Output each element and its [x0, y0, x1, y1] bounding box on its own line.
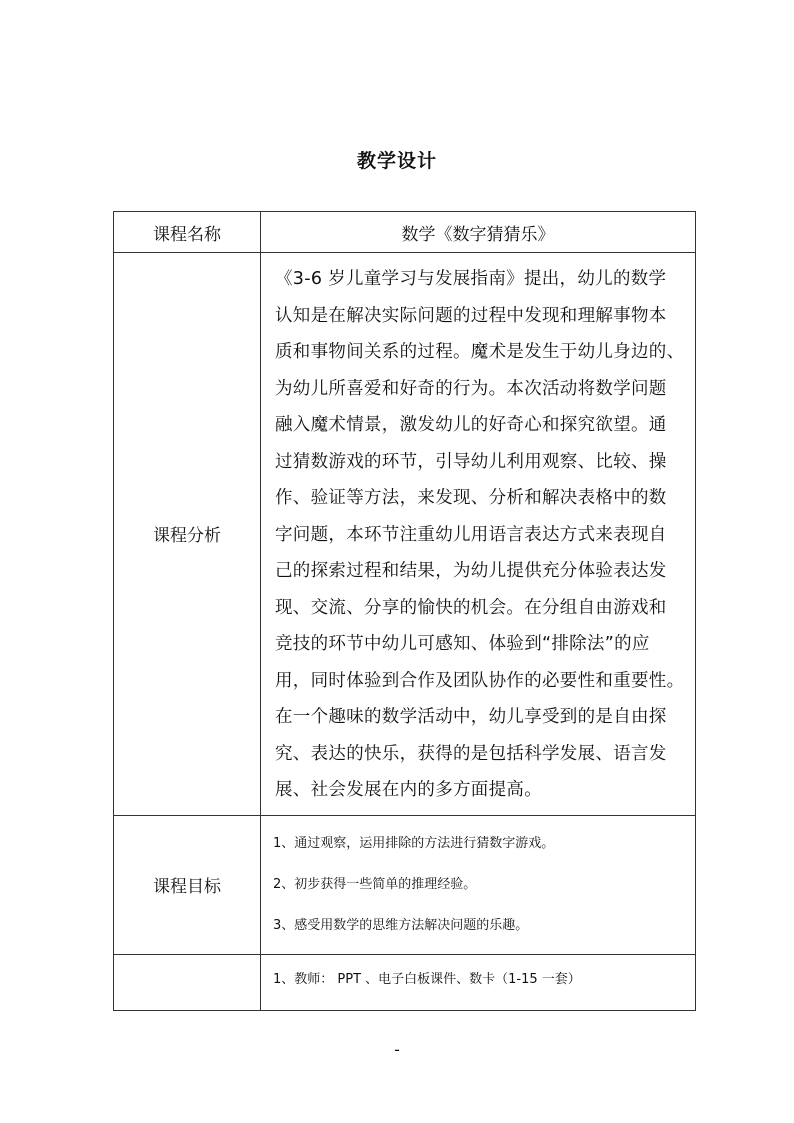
analysis-line: 为幼儿所喜爱和好奇的行为。本次活动将数学问题 [275, 378, 667, 399]
table-row-course-analysis [114, 253, 696, 816]
analysis-line: 己的探索过程和结果，为幼儿提供充分体验表达发 [275, 561, 667, 581]
analysis-line: 字问题，本环节注重幼儿用语言表达方式来表现自 [275, 524, 667, 545]
analysis-line: 现、交流、分享的愉快的机会。在分组自由游戏和 [275, 597, 667, 618]
page-number-mark: - [394, 1040, 400, 1059]
goal-item: 3、感受用数学的思维方法解决问题的乐趣。 [273, 917, 529, 933]
preparation-label [114, 954, 261, 1010]
analysis-line: 认知是在解决实际问题的过程中发现和理解事物本 [275, 305, 667, 326]
analysis-line: 融入魔术情景，激发幼儿的好奇心和探究欲望。通 [275, 415, 667, 435]
analysis-line: 竞技的环节中幼儿可感知、体验到“排除法”的应 [275, 634, 650, 654]
table-row-course-goals [114, 815, 696, 954]
table-row-preparation [114, 954, 696, 1010]
analysis-line: 作、验证等方法，来发现、分析和解决表格中的数 [275, 488, 667, 508]
analysis-line: 用，同时体验到合作及团队协作的必要性和重要性。 [275, 670, 685, 691]
course-analysis-label: 课程分析 [114, 253, 261, 816]
document-title: 教学设计 [356, 150, 437, 172]
course-goals-label: 课程目标 [114, 815, 261, 954]
goal-item: 1、通过观察，运用排除的方法进行猜数字游戏。 [273, 835, 555, 851]
table-row-course-name [114, 212, 696, 253]
analysis-line: 究、表达的快乐，获得的是包括科学发展、语言发 [275, 743, 667, 764]
course-name-value: 数学《数字猜猜乐》 [261, 212, 696, 253]
analysis-line: 展、社会发展在内的多方面提高。 [275, 780, 542, 800]
course-name-label: 课程名称 [114, 212, 261, 253]
lesson-plan-table [113, 211, 696, 1011]
analysis-line: 质和事物间关系的过程。魔术是发生于幼儿身边的、 [275, 342, 685, 362]
goal-item: 2、初步获得一些简单的推理经验。 [273, 876, 477, 892]
course-analysis-text [261, 253, 696, 816]
analysis-line: 《3-6 岁儿童学习与发展指南》提出，幼儿的数学 [275, 269, 667, 289]
analysis-line: 在一个趣味的数学活动中，幼儿享受到的是自由探 [275, 707, 667, 727]
course-goals-list [261, 815, 696, 954]
preparation-value: 1、教师： PPT 、电子白板课件、数卡（1-15 一套） [261, 954, 696, 1010]
analysis-line: 过猜数游戏的环节，引导幼儿利用观察、比较、操 [275, 451, 667, 472]
